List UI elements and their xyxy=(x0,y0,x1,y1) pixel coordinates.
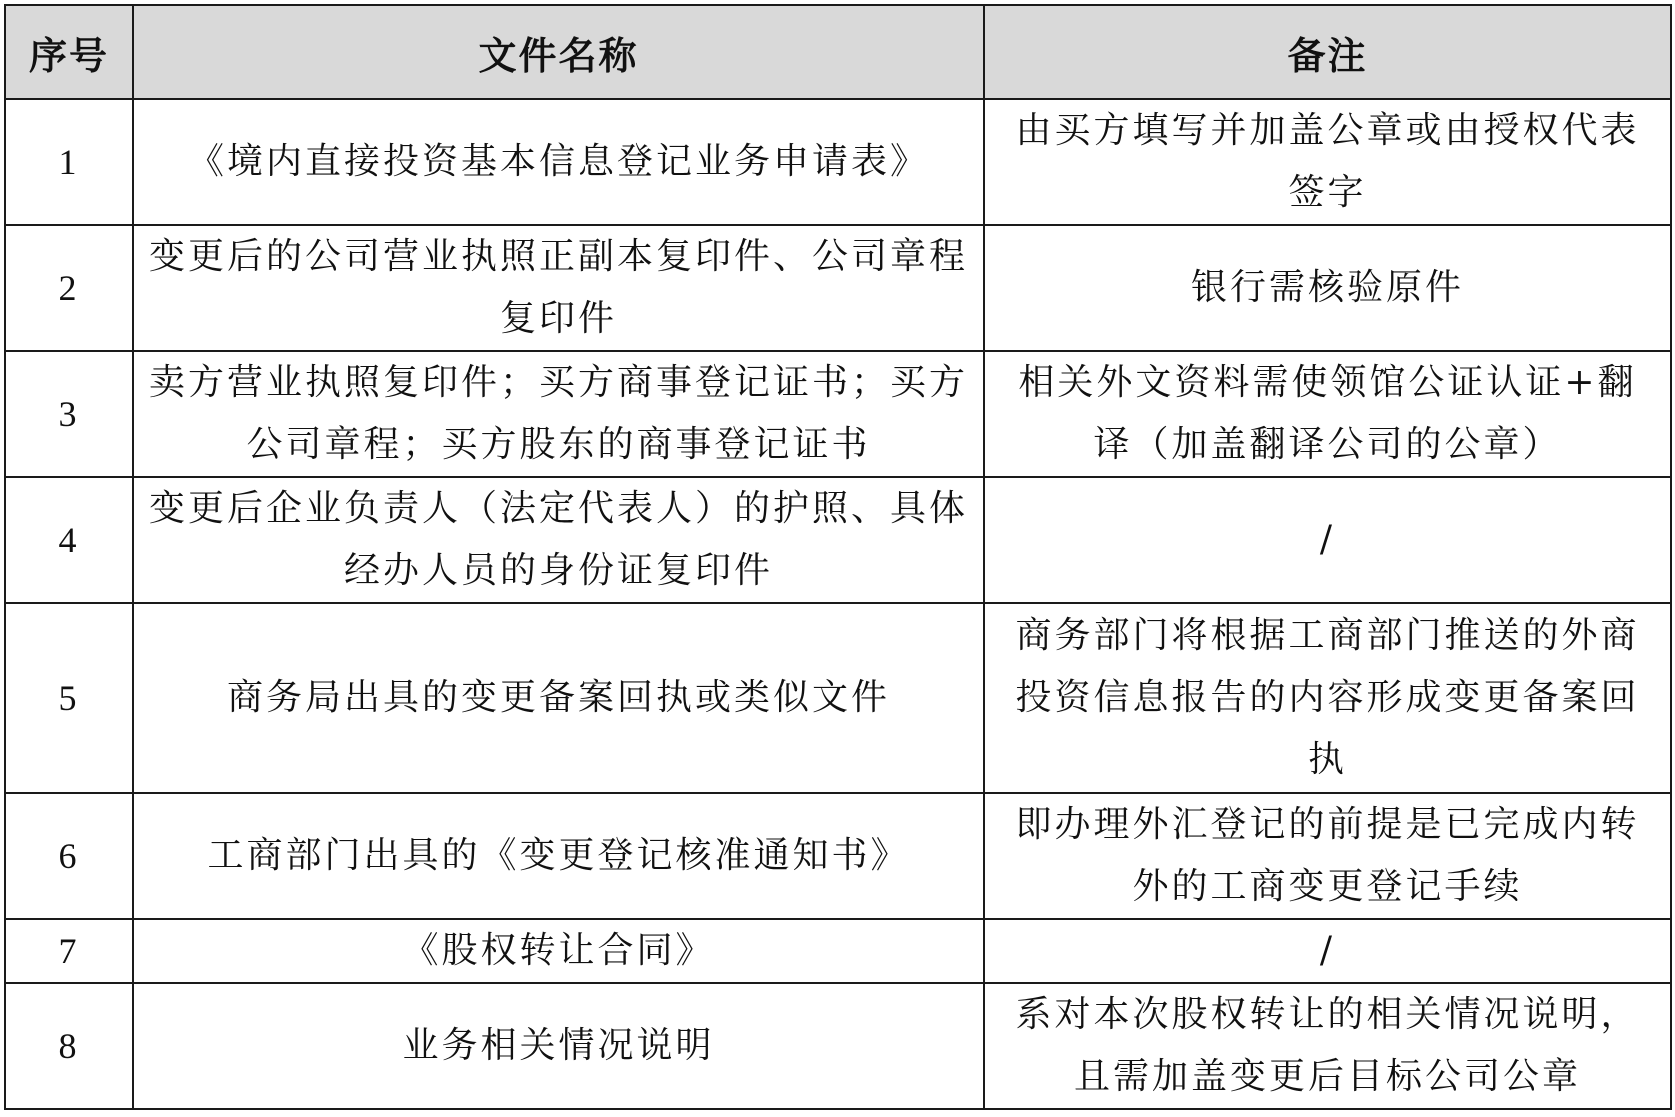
row-number: 7 xyxy=(5,919,133,983)
remark-cell: 由买方填写并加盖公章或由授权代表签字 xyxy=(984,99,1671,225)
header-row xyxy=(5,5,1671,99)
remark-cell: 即办理外汇登记的前提是已完成内转外的工商变更登记手续 xyxy=(984,793,1671,919)
row-number: 2 xyxy=(5,225,133,351)
file-name-cell: 变更后企业负责人（法定代表人）的护照、具体经办人员的身份证复印件 xyxy=(133,477,984,603)
remark-cell: 商务部门将根据工商部门推送的外商投资信息报告的内容形成变更备案回执 xyxy=(984,603,1671,793)
table-row xyxy=(5,351,1671,477)
table-row xyxy=(5,983,1671,1109)
document-table xyxy=(4,4,1672,1110)
remark-cell: 银行需核验原件 xyxy=(984,225,1671,351)
file-name-cell: 卖方营业执照复印件；买方商事登记证书；买方公司章程；买方股东的商事登记证书 xyxy=(133,351,984,477)
file-name-cell: 商务局出具的变更备案回执或类似文件 xyxy=(133,603,984,793)
row-number: 6 xyxy=(5,793,133,919)
file-name-cell: 《境内直接投资基本信息登记业务申请表》 xyxy=(133,99,984,225)
file-name-cell: 《股权转让合同》 xyxy=(133,919,984,983)
row-number: 4 xyxy=(5,477,133,603)
table-row xyxy=(5,225,1671,351)
table-row xyxy=(5,793,1671,919)
table-row xyxy=(5,919,1671,983)
remark-cell: 相关外文资料需使领馆公证认证+翻译（加盖翻译公司的公章） xyxy=(984,351,1671,477)
remark-cell: / xyxy=(984,919,1671,983)
row-number: 1 xyxy=(5,99,133,225)
table-body xyxy=(5,99,1671,1109)
file-name-cell: 变更后的公司营业执照正副本复印件、公司章程复印件 xyxy=(133,225,984,351)
header-file-name: 文件名称 xyxy=(133,5,984,99)
file-name-cell: 工商部门出具的《变更登记核准通知书》 xyxy=(133,793,984,919)
remark-cell: / xyxy=(984,477,1671,603)
table-row xyxy=(5,603,1671,793)
remark-cell: 系对本次股权转让的相关情况说明，且需加盖变更后目标公司公章 xyxy=(984,983,1671,1109)
row-number: 5 xyxy=(5,603,133,793)
table-header xyxy=(5,5,1671,99)
file-name-cell: 业务相关情况说明 xyxy=(133,983,984,1109)
header-remark: 备注 xyxy=(984,5,1671,99)
table-row xyxy=(5,99,1671,225)
table-row xyxy=(5,477,1671,603)
row-number: 8 xyxy=(5,983,133,1109)
row-number: 3 xyxy=(5,351,133,477)
header-index: 序号 xyxy=(5,5,133,99)
